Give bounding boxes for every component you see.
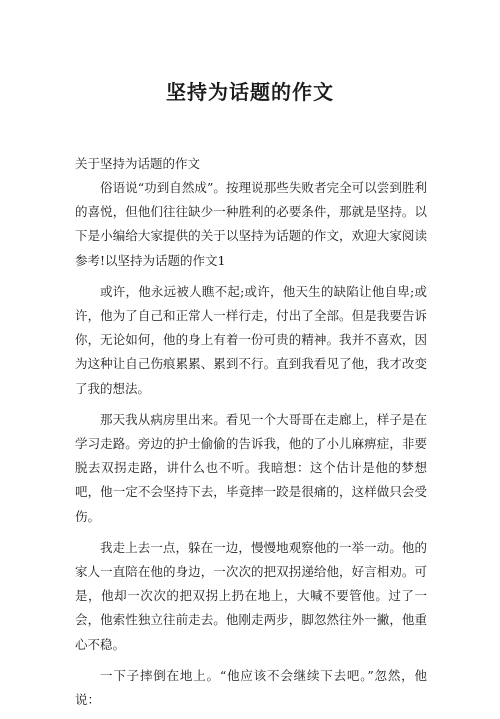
paragraph-5: 一下子摔倒在地上。“他应该不会继续下去吧。”忽然，他说： [75,667,427,708]
document-subtitle: 关于坚持为话题的作文 [75,156,201,171]
paragraph-4: 我走上去一点，躲在一边，慢慢地观察他的一举一动。他的家人一直陪在他的身边，一次次的把双拐递给他，好言相劝。可是，他却一次次的把双拐上扔在地上，大喊不要管他。过了一会，他索性独立往前走去。他刚走两步，脚忽然往外一撇，他重心不稳。 [75,539,427,652]
page-title: 坚持为话题的作文 [166,80,334,104]
document-body [75,176,427,719]
paragraph-3: 那天我从病房里出来。看见一个大哥哥在走廊上，样子是在学习走路。旁边的护士偷偷的告诉我，他的了小儿麻痹症，非要脱去双拐走路，讲什么也不听。我暗想：这个估计是他的梦想吧，他一定不会坚持下去，毕竟摔一跤是很痛的，这样做只会受伤。 [75,411,427,524]
paragraph-2: 或许，他永远被人瞧不起;或许，他天生的缺陷让他自卑;或许，他为了自己和正常人一样行走，付出了全部。但是我要告诉你，无论如何，他的身上有着一份可贵的精神。我并不喜欢，因为这种让自己伤痕累累、累到不行。直到我看见了他，我才改变了我的想法。 [75,283,427,396]
paragraph-1: 俗语说“功到自然成”。按理说那些失败者完全可以尝到胜利的喜悦，但他们往往缺少一种胜利的必要条件，那就是坚持。以下是小编给大家提供的关于以坚持为话题的作文，欢迎大家阅读参考!以坚持为话题的作文1 [75,180,427,268]
